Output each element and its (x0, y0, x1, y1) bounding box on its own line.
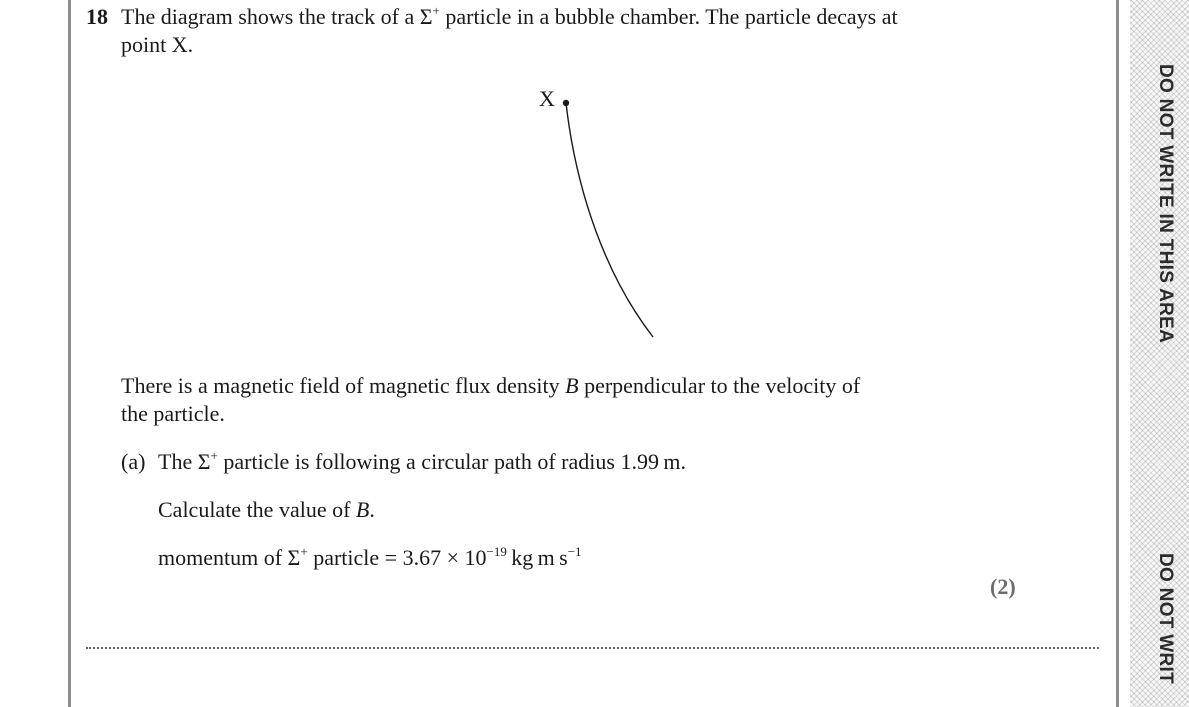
data-sup-exponent: −19 (486, 544, 507, 559)
intro-text-a: The diagram shows the track of a Σ (121, 4, 433, 29)
part-a-label: (a) (121, 449, 146, 474)
data-text-a: momentum of Σ (158, 545, 301, 570)
part-a-given-data (158, 544, 582, 572)
decay-point-dot (563, 100, 569, 106)
part-a-superscript: + (210, 448, 218, 463)
do-not-write-warning-bottom: DO NOT WRIT (1155, 553, 1176, 685)
field-text-line2: the particle. (121, 401, 225, 426)
instruction-text-b: . (369, 497, 375, 522)
question-intro-line2: point X. (121, 32, 194, 57)
part-a-statement (158, 448, 686, 476)
question-intro-line1 (121, 3, 898, 31)
decay-point-label: X (539, 86, 555, 111)
field-text-b: perpendicular to the velocity of (578, 373, 861, 398)
instruction-variable-b: B (355, 497, 370, 522)
field-text-line1 (121, 372, 860, 400)
marks-allocation: (2) (990, 574, 1016, 599)
particle-track-curve (566, 103, 653, 337)
part-a-text-a: The Σ (158, 449, 211, 474)
data-sup-plus: + (300, 544, 308, 559)
bubble-chamber-diagram (530, 80, 670, 350)
data-text-b: particle = 3.67 × 10 (307, 545, 487, 570)
intro-text-b: particle in a bubble chamber. The particle decays at (439, 4, 898, 29)
data-sup-unit: −1 (567, 544, 582, 559)
question-number: 18 (86, 4, 108, 29)
field-text-a: There is a magnetic field of magnetic flux density (121, 373, 566, 398)
answer-line[interactable] (86, 647, 1099, 649)
part-a-text-b: particle is following a circular path of radius 1.99 m. (217, 449, 686, 474)
left-margin-rule (68, 0, 71, 707)
data-text-c: kg m s (506, 545, 568, 570)
do-not-write-warning-top: DO NOT WRITE IN THIS AREA (1155, 64, 1176, 344)
field-variable-b: B (565, 373, 579, 398)
right-margin-rule (1116, 0, 1119, 707)
intro-superscript: + (432, 3, 440, 18)
instruction-text-a: Calculate the value of (158, 497, 356, 522)
part-a-instruction (158, 496, 375, 524)
particle-track-figure (530, 80, 670, 350)
